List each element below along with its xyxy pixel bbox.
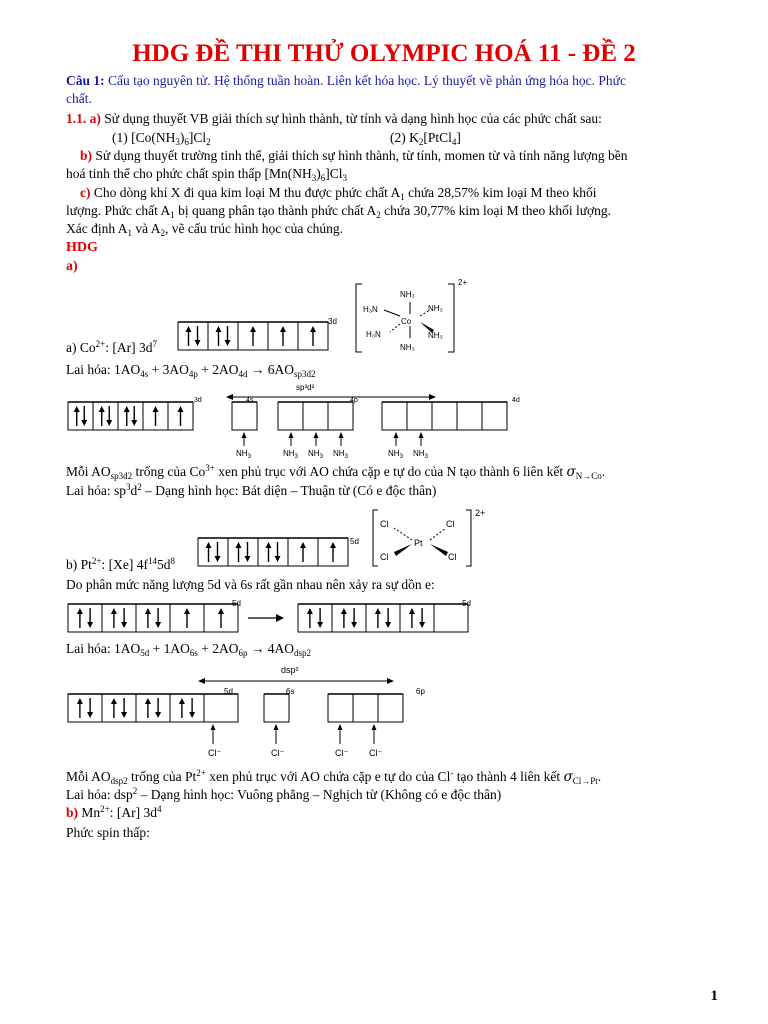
electron-down-arrowhead xyxy=(419,622,425,628)
electron-up-arrowhead xyxy=(266,542,272,548)
co-overlap-text: Mỗi $AO_{sp3d2}$ trống của $Co^{3+}$ xen phủ trục với AO chứa cặp e tự do của N tạo thành 6 liên kết $\sigma_{N\to Co}$. xyxy=(66,463,606,481)
svg-text:NH₃: NH₃ xyxy=(400,290,415,299)
ligand-arrowhead xyxy=(419,432,424,438)
co-4s-label: 4s xyxy=(246,397,254,404)
q11c-line-2: lượng. Phức chất $A_1$ bị quang phân tạo thành phức chất $A_2$ chứa 30,77% kim loại M theo khối lượng. xyxy=(66,203,612,220)
pt-6s-box xyxy=(264,694,289,722)
co-4d-label: 4d xyxy=(512,397,520,404)
svg-text:NH₃: NH₃ xyxy=(428,331,443,340)
dsp2-range-arrow-left-head xyxy=(198,678,205,684)
co-4d-box xyxy=(382,402,407,430)
electron-up-arrowhead xyxy=(111,698,117,704)
svg-text:Cl: Cl xyxy=(380,519,389,529)
electron-up-arrowhead xyxy=(341,608,347,614)
co-3d-hybrid-box xyxy=(118,402,143,430)
ligand-nh3-label: $NH_3$ xyxy=(236,449,251,460)
pt-5d-after-box xyxy=(332,604,366,632)
electron-down-arrowhead xyxy=(245,556,251,562)
co-4d-box xyxy=(482,402,507,430)
mn-config: b) $Mn^{2+}$: [Ar] $3d^4$ xyxy=(66,804,162,820)
electron-up-arrowhead xyxy=(250,326,256,332)
electron-up-arrowhead xyxy=(124,406,130,412)
electron-up-arrowhead xyxy=(218,608,224,614)
co-3d-hybrid-box xyxy=(93,402,118,430)
pt-center-label: Pt xyxy=(414,538,423,548)
pt-5d-before-box xyxy=(136,604,170,632)
electron-up-arrowhead xyxy=(145,698,151,704)
co-4s-box xyxy=(232,402,257,430)
pt-overlap-text: Mỗi $AO_{dsp2}$ trống của $Pt^{2+}$ xen phủ trục với AO chứa cặp e tự do của Cl- tạo thành 4 liên kết $\sigma_{Cl\to Pt}$. xyxy=(66,768,602,786)
ligand-arrowhead xyxy=(394,432,399,438)
pt-hybridization: Lai hóa: $1AO_{5d} + 1AO_{6s} + 2AO_{6p} \to 4AO_{dsp2}$ xyxy=(66,641,312,658)
pt-6p-box xyxy=(353,694,378,722)
svg-text:Cl: Cl xyxy=(380,552,389,562)
ligand-cl-label: Cl⁻ xyxy=(271,748,285,758)
pt-6s-label: 6s xyxy=(286,687,295,696)
pt-5d-box xyxy=(258,538,288,566)
pt-pairing-text: Do phân mức năng lượng 5d và 6s rất gần nhau nên xảy ra sự dồn e: xyxy=(66,577,435,592)
electron-down-arrowhead xyxy=(131,420,137,426)
question-1-line-2: chất. xyxy=(66,91,92,106)
pt-6p-label: 6p xyxy=(416,687,425,696)
pt-6p-box xyxy=(378,694,403,722)
pt-complex-charge: 2+ xyxy=(475,508,486,518)
ligand-subscript: 3 xyxy=(344,454,348,460)
sp3d2-label: sp³d² xyxy=(296,383,315,392)
electron-up-arrowhead xyxy=(206,542,212,548)
co-geometry-text: Lai hóa: $sp^3d^2$ – Dạng hình học: Bát diện – Thuận từ (Có e độc thân) xyxy=(66,482,437,498)
co-4p-label: 4p xyxy=(350,397,358,404)
svg-text:Cl: Cl xyxy=(446,519,455,529)
electron-down-arrowhead xyxy=(87,712,93,718)
q11a-text: Sử dụng thuyết VB giải thích sự hình thành, từ tính và dạng hình học của các phức chất sau: xyxy=(104,111,602,126)
electron-up-arrowhead xyxy=(99,406,105,412)
ligand-arrowhead xyxy=(274,724,279,730)
ligand-arrowhead xyxy=(338,724,343,730)
electron-up-arrowhead xyxy=(186,326,192,332)
pt-dsp2-diagram xyxy=(66,660,466,766)
electron-down-arrowhead xyxy=(275,556,281,562)
ligand-subscript: 3 xyxy=(294,454,298,460)
co-3d-orbital-boxes xyxy=(176,318,346,354)
pt-electron-pairing-diagram xyxy=(66,596,486,636)
complex-1: (1) $[Co(NH_3)_6]Cl_2$ xyxy=(112,130,211,147)
electron-up-arrowhead xyxy=(300,542,306,548)
pt-5d-hybrid-label: 5d xyxy=(224,687,233,696)
q11c-line-1: c) Cho dòng khí X đi qua kim loại M thu được phức chất $A_1$ chứa 28,57% kim loại M theo khối xyxy=(80,185,597,202)
ligand-nh3-label: $NH_3$ xyxy=(283,449,298,460)
ligand-nh3-label: $NH_3$ xyxy=(333,449,348,460)
dsp2-label: dsp² xyxy=(281,665,299,675)
co-4d-box xyxy=(457,402,482,430)
ligand-nh3-label: $NH_3$ xyxy=(308,449,323,460)
co-4p-box xyxy=(328,402,353,430)
electron-down-arrowhead xyxy=(81,420,87,426)
electron-up-arrowhead xyxy=(184,608,190,614)
pt-5d-box xyxy=(228,538,258,566)
q11b-line-1: b) Sử dụng thuyết trường tinh thể, giải thích sự hình thành, từ tính, momen từ và tính năng lượng bền xyxy=(80,148,628,163)
co-4d-box xyxy=(407,402,432,430)
electron-up-arrowhead xyxy=(74,406,80,412)
pt-5d-hybrid-box xyxy=(170,694,204,722)
electron-down-arrowhead xyxy=(121,622,127,628)
ligand-arrowhead xyxy=(339,432,344,438)
pt-5d-before-box xyxy=(102,604,136,632)
pt-geometry-text: Lai hóa: dsp$^2$ – Dạng hình học: Vuông phẳng – Nghịch từ (Không có e độc thân) xyxy=(66,786,502,802)
pairing-arrowhead xyxy=(276,614,284,622)
co-center-label: Co xyxy=(401,317,412,326)
pt-5d-hybrid-box xyxy=(68,694,102,722)
electron-up-arrowhead xyxy=(280,326,286,332)
pt-5d-box xyxy=(198,538,228,566)
co-sp3d2-diagram xyxy=(66,380,536,460)
electron-up-arrowhead xyxy=(307,608,313,614)
electron-down-arrowhead xyxy=(225,340,231,346)
ligand-cl-label: Cl⁻ xyxy=(369,748,383,758)
pt-5d-after-box xyxy=(400,604,434,632)
co-config: a) $Co^{2+}$: [Ar] $3d^7$ xyxy=(66,339,157,355)
ligand-subscript: 3 xyxy=(319,454,323,460)
electron-up-arrowhead xyxy=(310,326,316,332)
electron-up-arrowhead xyxy=(216,326,222,332)
co-3d-label: 3d xyxy=(328,317,337,326)
page-title: HDG ĐỀ THI THỬ OLYMPIC HOÁ 11 - ĐỀ 2 xyxy=(132,40,636,67)
ligand-nh3-label: $NH_3$ xyxy=(388,449,403,460)
electron-up-arrowhead xyxy=(236,542,242,548)
co-4p-box xyxy=(278,402,303,430)
question-1-text: Cấu tạo nguyên tử. Hệ thống tuần hoàn. Liên kết hóa học. Lý thuyết về phản ứng hóa học. Phức xyxy=(108,73,626,88)
part-b-label: b) xyxy=(66,805,79,820)
pt-5d-after-label: 5d xyxy=(462,599,471,608)
co-complex-charge: 2+ xyxy=(458,278,468,287)
electron-down-arrowhead xyxy=(155,712,161,718)
question-1-line-1 xyxy=(66,73,626,89)
electron-down-arrowhead xyxy=(155,622,161,628)
electron-up-arrowhead xyxy=(330,542,336,548)
ligand-cl-label: Cl⁻ xyxy=(208,748,222,758)
pt-6p-box xyxy=(328,694,353,722)
part-a-heading: a) xyxy=(66,259,78,274)
electron-up-arrowhead xyxy=(375,608,381,614)
electron-down-arrowhead xyxy=(215,556,221,562)
q11a-line xyxy=(66,111,602,127)
sp3d2-range-arrow-right-head xyxy=(429,394,436,400)
ligand-arrowhead xyxy=(211,724,216,730)
pt-config: b) $Pt^{2+}$: [Xe] $4f^{14}5d^8$ xyxy=(66,556,175,572)
electron-down-arrowhead xyxy=(195,340,201,346)
electron-down-arrowhead xyxy=(317,622,323,628)
pt-5d-before-label: 5d xyxy=(232,599,241,608)
hdg-heading: HDG xyxy=(66,240,98,255)
ligand-subscript: 3 xyxy=(247,454,251,460)
electron-down-arrowhead xyxy=(351,622,357,628)
svg-text:H₃N: H₃N xyxy=(366,330,381,339)
co-complex-structure xyxy=(350,278,470,358)
electron-down-arrowhead xyxy=(385,622,391,628)
electron-up-arrowhead xyxy=(178,406,184,412)
pt-5d-hybrid-box xyxy=(102,694,136,722)
pt-5d-label: 5d xyxy=(350,537,359,546)
co-3d-hybrid-box xyxy=(68,402,93,430)
co-4p-box xyxy=(303,402,328,430)
ligand-arrowhead xyxy=(242,432,247,438)
ligand-subscript: 3 xyxy=(399,454,403,460)
co-3d-box xyxy=(208,322,238,350)
pt-5d-after-box xyxy=(434,604,468,632)
electron-up-arrowhead xyxy=(153,406,159,412)
svg-text:Cl: Cl xyxy=(448,552,457,562)
co-3d-box xyxy=(178,322,208,350)
question-1-label: Câu 1: xyxy=(66,73,105,88)
electron-up-arrowhead xyxy=(77,698,83,704)
ligand-arrowhead xyxy=(372,724,377,730)
pt-complex-structure xyxy=(368,504,488,574)
complex-2: (2) $K_2[PtCl_4]$ xyxy=(390,130,461,147)
pt-5d-hybrid-box xyxy=(204,694,238,722)
electron-up-arrowhead xyxy=(179,698,185,704)
electron-up-arrowhead xyxy=(145,608,151,614)
sp3d2-range-arrow-left-head xyxy=(226,394,233,400)
co-hybridization: Lai hóa: $1AO_{4s} + 3AO_{4p} + 2AO_{4d} \to 6AO_{sp3d2}$ xyxy=(66,362,316,379)
svg-text:NH₃: NH₃ xyxy=(428,304,443,313)
electron-down-arrowhead xyxy=(87,622,93,628)
ligand-arrowhead xyxy=(289,432,294,438)
electron-up-arrowhead xyxy=(77,608,83,614)
svg-text:H₃N: H₃N xyxy=(363,305,378,314)
dsp2-range-arrow-right-head xyxy=(387,678,394,684)
q11b-line-2: hoá tinh thể cho phức chất spin thấp $[Mn(NH_3)_6]Cl_3$ xyxy=(66,166,348,183)
ligand-nh3-label: $NH_3$ xyxy=(413,449,428,460)
q11c-line-3: Xác định $A_1$ và $A_2$, vẽ cấu trúc hình học của chúng. xyxy=(66,221,344,238)
pt-5d-orbital-boxes xyxy=(196,534,376,570)
pt-5d-hybrid-box xyxy=(136,694,170,722)
q11-number: 1.1. xyxy=(66,111,87,126)
co-4d-box xyxy=(432,402,457,430)
co-3d-sublabel: 3d xyxy=(194,397,202,404)
ligand-arrowhead xyxy=(314,432,319,438)
ligand-subscript: 3 xyxy=(424,454,428,460)
q11a-label: a) xyxy=(89,111,101,126)
electron-up-arrowhead xyxy=(111,608,117,614)
electron-down-arrowhead xyxy=(189,712,195,718)
electron-down-arrowhead xyxy=(106,420,112,426)
pt-5d-after-box xyxy=(298,604,332,632)
pt-5d-before-box xyxy=(68,604,102,632)
page-number: 1 xyxy=(710,988,718,1004)
ligand-cl-label: Cl⁻ xyxy=(335,748,349,758)
svg-text:NH₃: NH₃ xyxy=(400,343,415,352)
electron-down-arrowhead xyxy=(121,712,127,718)
electron-up-arrowhead xyxy=(409,608,415,614)
mn-lowspin-label: Phức spin thấp: xyxy=(66,825,150,840)
pt-5d-after-box xyxy=(366,604,400,632)
